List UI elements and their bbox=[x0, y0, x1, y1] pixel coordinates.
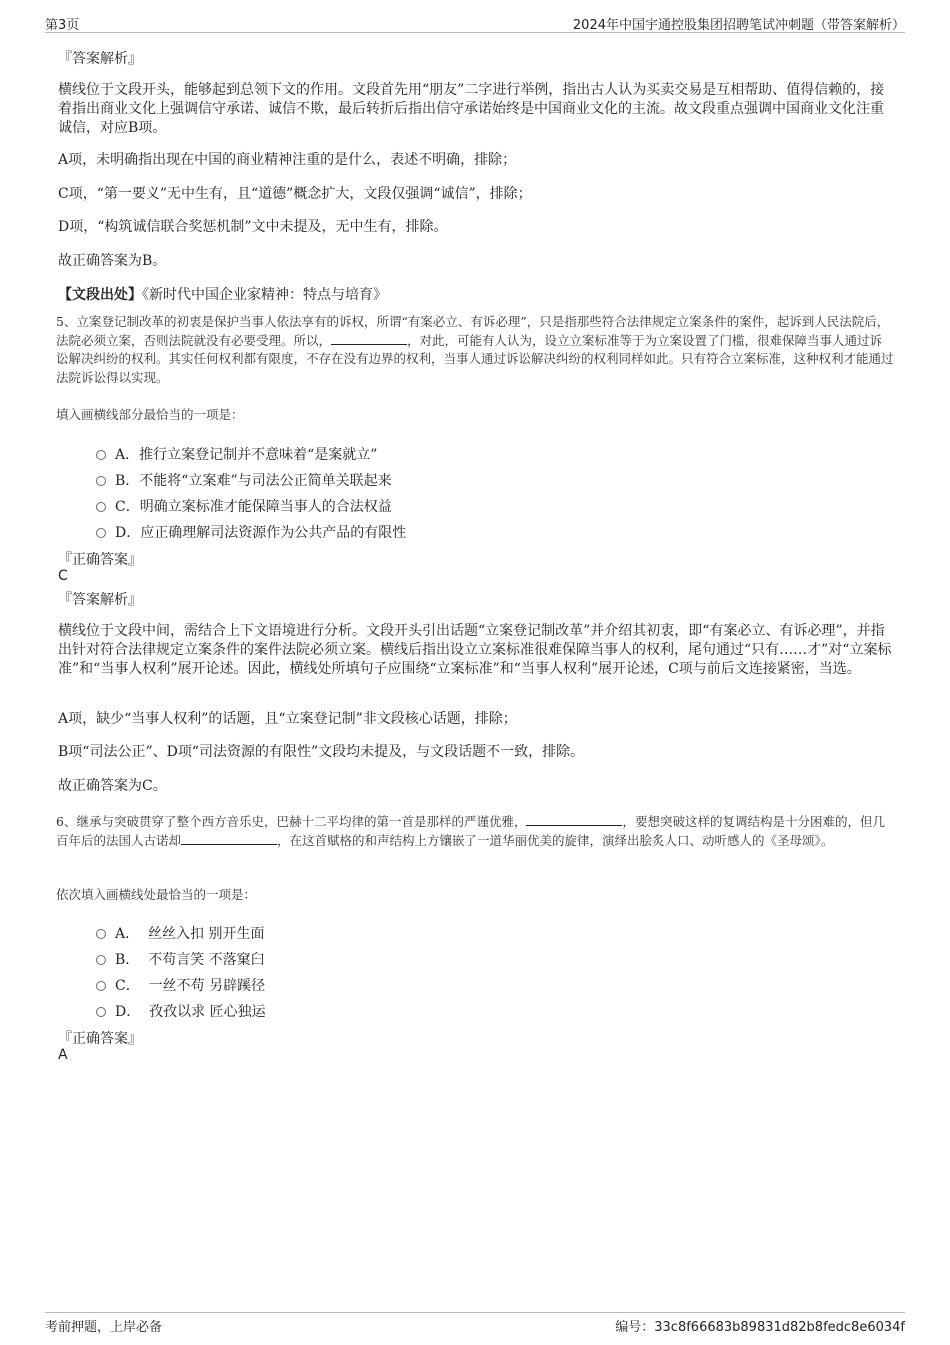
option-text: 不苟言笑 不落窠臼 bbox=[148, 952, 265, 968]
document-code: 编号：33c8f66683b89831d82b8fedc8e6034f bbox=[615, 1320, 905, 1335]
q5-stem-after: ，对此，可能有人认为，设立立案标准等于为立案设置了门槛，很难保障当事人通过诉讼解决纠纷的权利。其实任何权利都有限度，不存在没有边界的权利，当事人通过诉讼解决纠纷的权利同样如此。只有符合立案标准，这种权利才能通过法院诉讼得以实现。 bbox=[56, 332, 894, 385]
option-text: 孜孜以求 匠心独运 bbox=[149, 1004, 266, 1020]
option-text: 一丝不苟 另辟蹊径 bbox=[148, 978, 266, 994]
q4-option-a-note: A项，未明确指出现在中国的商业精神注重的是什么，表述不明确，排除； bbox=[58, 152, 517, 168]
q5-answer-tag: 『正确答案』 bbox=[58, 552, 142, 568]
page-number: 第3页 bbox=[45, 18, 80, 33]
radio-icon[interactable] bbox=[96, 981, 106, 991]
option-letter: D． bbox=[115, 1004, 141, 1020]
q5-analysis-paragraph: 横线位于文段中间，需结合上下文语境进行分析。文段开头引出话题“立案登记制改革”并介绍其初衷，即“有案必立、有诉必理”，并指出针对符合法律规定立案条件的案件法院必须立案。横线后指出设立立案标准很难保障当事人的权利，尾句通过“只有……才”对“立案标准”和“当事人权利”展开论述。因此，横线处所填句子应围绕“立案标准”和“当事人权利”展开论述，C项与前后文连接紧密，当选。 bbox=[58, 623, 892, 677]
source-text: 《新时代中国企业家精神：特点与培育》 bbox=[142, 287, 387, 303]
option-letter: C． bbox=[115, 978, 140, 994]
option-letter: A． bbox=[115, 447, 140, 463]
q4-source bbox=[58, 286, 387, 305]
q5-blank bbox=[331, 332, 407, 345]
q4-option-c-note: C项，“第一要义”无中生有，且“道德”概念扩大，文段仅强调“诚信”，排除； bbox=[58, 186, 532, 202]
option-text: 应正确理解司法资源作为公共产品的有限性 bbox=[140, 525, 407, 541]
q5-answer: C bbox=[58, 568, 68, 584]
q5-stem bbox=[56, 313, 894, 387]
radio-icon[interactable] bbox=[96, 955, 106, 965]
source-label: 【文段出处】 bbox=[58, 287, 142, 303]
q6-blank-2 bbox=[181, 832, 277, 845]
q5-stem-before: 5、立案登记制改革的初衷是保护当事人依法享有的诉权，所谓“有案必立、有诉必理”，只是指那些符合法律规定立案条件的案件，起诉到人民法院后，法院必须立案，否则法院就没有必要受理。所以， bbox=[56, 314, 890, 348]
radio-icon[interactable] bbox=[96, 528, 106, 538]
radio-icon[interactable] bbox=[96, 476, 106, 486]
q6-option-d[interactable] bbox=[96, 1001, 266, 1021]
option-text: 不能将“立案难”与司法公正简单关联起来 bbox=[139, 473, 392, 489]
q5-prompt: 填入画横线部分最恰当的一项是： bbox=[56, 407, 244, 422]
radio-icon[interactable] bbox=[96, 929, 106, 939]
page-header bbox=[45, 14, 905, 33]
radio-icon[interactable] bbox=[96, 1007, 106, 1017]
q6-option-a[interactable] bbox=[96, 923, 264, 943]
q5-analysis-tag: 『答案解析』 bbox=[58, 592, 142, 608]
q4-conclusion: 故正确答案为B。 bbox=[58, 253, 167, 269]
option-text: 丝丝入扣 别开生面 bbox=[148, 926, 265, 942]
q6-option-c[interactable] bbox=[96, 975, 265, 995]
q4-analysis-paragraph: 横线位于文段开头，能够起到总领下文的作用。文段首先用“朋友”二字进行举例，指出古人认为买卖交易是互相帮助、值得信赖的，接着指出商业文化上强调信守承诺、诚信不欺，最后转折后指出信守承诺始终是中国商业文化的主流。故文段重点强调中国商业文化注重诚信，对应B项。 bbox=[58, 82, 885, 136]
q5-option-bd-note: B项“司法公正”、D项“司法资源的有限性”文段均未提及，与文段话题不一致，排除。 bbox=[58, 744, 585, 760]
q5-option-b[interactable] bbox=[96, 470, 392, 490]
option-letter: D． bbox=[115, 525, 141, 541]
option-letter: B． bbox=[115, 473, 140, 489]
page-footer bbox=[45, 1312, 905, 1335]
q6-stem-part1: 6、继承与突破贯穿了整个西方音乐史，巴赫十二平均律的第一首是那样的严谨优雅， bbox=[56, 814, 527, 829]
q6-answer: A bbox=[58, 1047, 68, 1063]
radio-icon[interactable] bbox=[96, 502, 106, 512]
option-letter: B． bbox=[115, 952, 140, 968]
option-text: 明确立案标准才能保障当事人的合法权益 bbox=[139, 499, 392, 515]
option-letter: A． bbox=[115, 926, 140, 942]
q6-blank-1 bbox=[526, 813, 622, 826]
q6-stem-part3: ，在这首赋格的和声结构上方镶嵌了一道华丽优美的旋律，演绎出脍炙人口、动听感人的《圣母颂》。 bbox=[277, 832, 834, 848]
q4-analysis-tag: 『答案解析』 bbox=[58, 51, 142, 67]
radio-icon[interactable] bbox=[96, 450, 106, 460]
option-text: 推行立案登记制并不意味着“是案就立” bbox=[139, 447, 378, 463]
q6-stem bbox=[56, 813, 894, 850]
q4-option-d-note: D项，“构筑诚信联合奖惩机制”文中未提及，无中生有，排除。 bbox=[58, 219, 448, 235]
q6-answer-tag: 『正确答案』 bbox=[58, 1031, 142, 1047]
q5-option-a-note: A项，缺少“当事人权利”的话题，且“立案登记制”非文段核心话题，排除； bbox=[58, 711, 517, 727]
footer-slogan: 考前押题，上岸必备 bbox=[45, 1320, 163, 1335]
q6-option-b[interactable] bbox=[96, 949, 265, 969]
q5-conclusion: 故正确答案为C。 bbox=[58, 778, 167, 794]
option-letter: C． bbox=[115, 499, 140, 515]
q6-prompt: 依次填入画横线处最恰当的一项是： bbox=[56, 887, 257, 902]
q5-option-a[interactable] bbox=[96, 444, 377, 464]
q6-stem-part2: ，要想突破这样的复调结构是十分困难的，但几百年后的法国人古诺却 bbox=[56, 814, 885, 848]
document-title: 2024年中国宇通控股集团招聘笔试冲刺题（带答案解析） bbox=[572, 18, 905, 33]
q5-option-c[interactable] bbox=[96, 496, 392, 516]
q5-option-d[interactable] bbox=[96, 522, 406, 542]
